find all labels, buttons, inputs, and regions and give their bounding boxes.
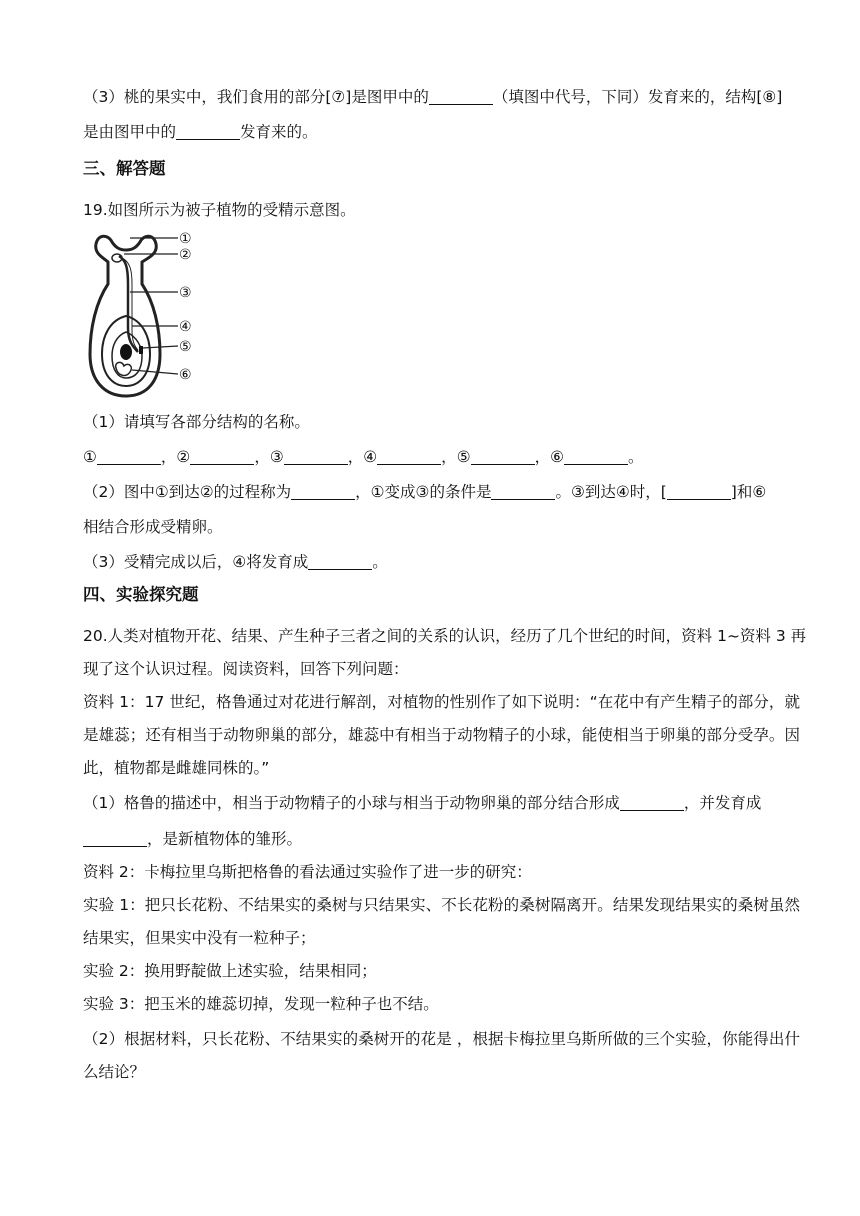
label-3: ③	[269, 448, 284, 466]
q19-sub1: （1）请填写各部分结构的名称。	[83, 413, 310, 431]
fertilization-diagram	[86, 228, 202, 400]
label-2: ②	[176, 448, 191, 466]
q18-3-line2	[83, 121, 800, 143]
q20-sub1-text-b: ，并发育成	[683, 794, 762, 812]
q19-stem: 19.如图所示为被子植物的受精示意图。	[83, 201, 356, 219]
separator: ，	[534, 448, 551, 466]
material1-line1: 资料 1：17 世纪，格鲁通过对花进行解剖，对植物的性别作了如下说明：“在花中有产生精子的部分，就	[83, 693, 800, 711]
q20-sub2-line1: （2）根据材料，只长花粉、不结果实的桑树开的花是 ，根据卡梅拉里乌斯所做的三个实验，你能得出什	[83, 1030, 800, 1048]
label-6: ⑥	[550, 448, 565, 466]
answer-blank[interactable]	[308, 553, 372, 570]
experiment3: 实验 3：把玉米的雄蕊切掉，发现一粒种子也不结。	[83, 995, 439, 1013]
q19-sub3-text-a: （3）受精完成以后，④将发育成	[83, 553, 309, 571]
q20-sub1-line1	[83, 792, 800, 814]
separator: ，	[347, 448, 364, 466]
experiment1-line2: 结果实，但果实中没有一粒种子；	[83, 929, 316, 947]
q19-sub2-text-b: ，①变成③的条件是	[355, 483, 492, 501]
separator: ，	[441, 448, 457, 466]
q18-3-text-b: （填图中代号，下同）发育来的，结构[⑧]	[492, 88, 783, 106]
answer-blank[interactable]	[491, 483, 555, 500]
answer-blank[interactable]	[190, 448, 254, 465]
q18-3-text-c: 是由图甲中的	[83, 123, 177, 141]
q20-sub2-line2: 么结论？	[83, 1063, 146, 1081]
answer-blank[interactable]	[377, 448, 441, 465]
separator: ，	[160, 448, 177, 466]
section-heading-answer: 三、解答题	[83, 159, 166, 178]
q19-sub3-text-b: 。	[372, 553, 388, 571]
sperm-nucleus	[139, 346, 143, 354]
answer-blank[interactable]	[620, 794, 684, 811]
egg-cell	[120, 344, 132, 360]
label-1: ①	[83, 448, 97, 466]
q19-sub2-text-d: ]和⑥	[730, 483, 767, 501]
q20-sub1-text-c: ，是新植物体的雏形。	[147, 830, 303, 848]
answer-blank[interactable]	[429, 88, 493, 105]
section-heading-experiment: 四、实验探究题	[83, 585, 199, 604]
experiment1-line1: 实验 1：把只长花粉、不结果实的桑树与只结果实、不长花粉的桑树隔离开。结果发现结果实的桑树虽然	[83, 896, 800, 914]
terminator: 。	[628, 448, 644, 466]
answer-blank[interactable]	[291, 483, 355, 500]
answer-blank[interactable]	[83, 830, 147, 847]
q20-stem-line2: 现了这个认识过程。阅读资料，回答下列问题：	[83, 660, 409, 678]
q18-3-text-a: （3）桃的果实中，我们食用的部分[⑦]是图甲中的	[83, 88, 429, 106]
q19-sub2-text-c: 。③到达④时，[	[555, 483, 667, 501]
diagram-label-6: ⑥	[179, 367, 192, 383]
diagram-label-4: ④	[179, 319, 192, 335]
q20-sub1-line2	[83, 828, 800, 850]
q19-sub2-line1	[83, 481, 800, 503]
separator: ，	[254, 448, 270, 466]
label-5: ⑤	[456, 448, 471, 466]
q19-sub2-text-a: （2）图中①到达②的过程称为	[83, 483, 292, 501]
q19-blanks-line	[83, 446, 800, 468]
answer-blank[interactable]	[471, 448, 535, 465]
material1-line2: 是雄蕊；还有相当于动物卵巢的部分，雄蕊中有相当于动物精子的小球，能使相当于卵巢的部分受孕。因	[83, 726, 800, 744]
label-4: ④	[363, 448, 378, 466]
diagram-label-5: ⑤	[179, 339, 192, 355]
q20-sub1-text-a: （1）格鲁的描述中，相当于动物精子的小球与相当于动物卵巢的部分结合形成	[83, 794, 620, 812]
q19-sub3	[83, 551, 800, 573]
material1-line3: 此，植物都是雌雄同株的。”	[83, 759, 270, 777]
answer-blank[interactable]	[176, 123, 240, 140]
polar-nuclei	[116, 362, 132, 375]
experiment2: 实验 2：换用野靛做上述实验，结果相同；	[83, 962, 377, 980]
diagram-label-3: ③	[179, 285, 192, 301]
q18-3-line1	[83, 86, 800, 108]
material2: 资料 2：卡梅拉里乌斯把格鲁的看法通过实验作了进一步的研究：	[83, 863, 532, 881]
diagram-label-2: ②	[179, 247, 192, 263]
q18-3-text-d: 发育来的。	[240, 123, 318, 141]
q20-stem-line1: 20.人类对植物开花、结果、产生种子三者之间的关系的认识，经历了几个世纪的时间，资料 1~资料 3 再	[83, 627, 807, 645]
answer-blank[interactable]	[667, 483, 731, 500]
diagram-label-1: ①	[179, 231, 192, 247]
q19-sub2-line2: 相结合形成受精卵。	[83, 518, 223, 536]
answer-blank[interactable]	[564, 448, 628, 465]
answer-blank[interactable]	[97, 448, 161, 465]
answer-blank[interactable]	[284, 448, 348, 465]
